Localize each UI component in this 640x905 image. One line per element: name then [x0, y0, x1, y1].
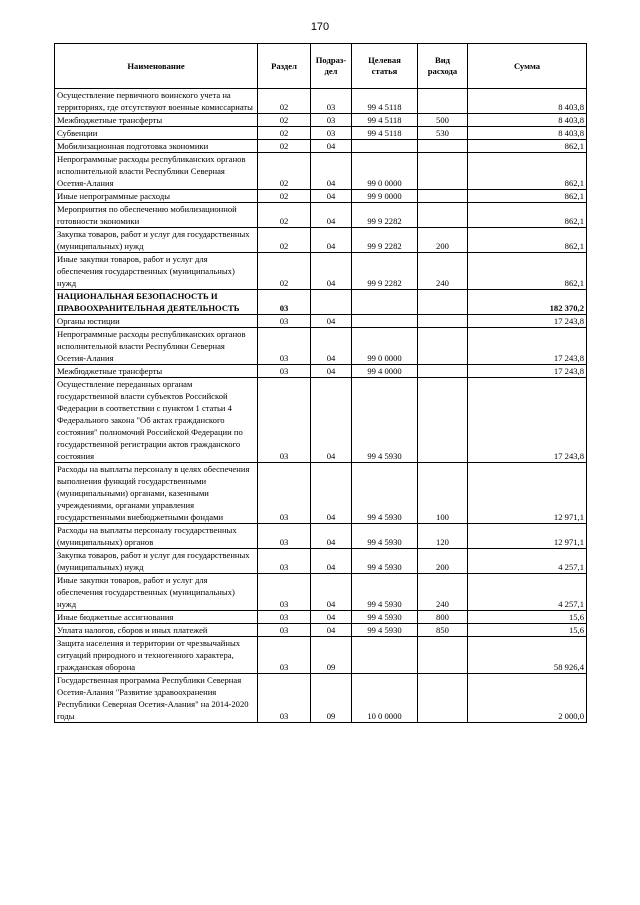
cell-subsection: 04 — [311, 190, 352, 203]
cell-subsection: 04 — [311, 611, 352, 624]
cell-type: 200 — [418, 228, 468, 253]
cell-subsection: 03 — [311, 127, 352, 140]
cell-subsection: 04 — [311, 574, 352, 611]
page-number: 170 — [310, 21, 330, 33]
cell-section: 03 — [258, 463, 311, 524]
cell-name: Органы юстиции — [55, 315, 258, 328]
cell-target: 99 9 0000 — [352, 190, 418, 203]
cell-type: 530 — [418, 127, 468, 140]
cell-section: 03 — [258, 365, 311, 378]
cell-sum: 862,1 — [468, 190, 587, 203]
cell-section: 03 — [258, 549, 311, 574]
table-header-row — [55, 44, 587, 89]
table-row — [55, 524, 587, 549]
cell-sum: 15,6 — [468, 611, 587, 624]
cell-section: 02 — [258, 203, 311, 228]
cell-section: 02 — [258, 114, 311, 127]
cell-name: Иные закупки товаров, работ и услуг для обеспечения государственных (муниципальных) нужд — [55, 253, 258, 290]
cell-subsection: 04 — [311, 140, 352, 153]
cell-sum: 862,1 — [468, 253, 587, 290]
cell-name: Иные закупки товаров, работ и услуг для обеспечения государственных (муниципальных) нужд — [55, 574, 258, 611]
cell-type — [418, 153, 468, 190]
cell-name: Непрограммные расходы республиканских органов исполнительной власти Республики Северная Осетия-Алания — [55, 328, 258, 365]
cell-sum: 17 243,8 — [468, 378, 587, 463]
cell-type — [418, 315, 468, 328]
header-sum: Сумма — [468, 44, 587, 89]
table-row — [55, 365, 587, 378]
cell-section: 02 — [258, 140, 311, 153]
cell-name: Защита населения и территории от чрезвычайных ситуаций природного и техногенного характера, гражданская оборона — [55, 637, 258, 674]
cell-subsection: 04 — [311, 624, 352, 637]
cell-type: 100 — [418, 463, 468, 524]
cell-section: 02 — [258, 127, 311, 140]
cell-target: 99 4 5930 — [352, 463, 418, 524]
cell-target: 99 0 0000 — [352, 153, 418, 190]
cell-name: Расходы на выплаты персоналу в целях обеспечения выполнения функций государственными (муниципальными) органами, казенными учреждениями, органами управления государственными внебюджетными фондами — [55, 463, 258, 524]
cell-subsection: 04 — [311, 253, 352, 290]
cell-name: Государственная программа Республики Северная Осетия-Алания "Развитие здравоохранения Республики Северная Осетия-Алания" на 2014-2020 годы — [55, 674, 258, 723]
cell-target: 99 0 0000 — [352, 328, 418, 365]
cell-subsection: 04 — [311, 203, 352, 228]
table-row — [55, 127, 587, 140]
cell-name: Закупка товаров, работ и услуг для государственных (муниципальных) нужд — [55, 549, 258, 574]
cell-section: 03 — [258, 290, 311, 315]
cell-type — [418, 365, 468, 378]
cell-section: 02 — [258, 253, 311, 290]
cell-target: 99 9 2282 — [352, 203, 418, 228]
cell-sum: 8 403,8 — [468, 114, 587, 127]
cell-sum: 12 971,1 — [468, 463, 587, 524]
table-row — [55, 190, 587, 203]
cell-name: Расходы на выплаты персоналу государственных (муниципальных) органов — [55, 524, 258, 549]
cell-target — [352, 290, 418, 315]
cell-section: 03 — [258, 637, 311, 674]
cell-section: 02 — [258, 153, 311, 190]
cell-type: 800 — [418, 611, 468, 624]
cell-subsection: 04 — [311, 524, 352, 549]
cell-type: 200 — [418, 549, 468, 574]
header-section: Раздел — [258, 44, 311, 89]
table-row — [55, 228, 587, 253]
header-target: Целевая статья — [352, 44, 418, 89]
cell-section: 03 — [258, 328, 311, 365]
header-type: Вид расхода — [418, 44, 468, 89]
cell-type: 240 — [418, 574, 468, 611]
cell-sum: 15,6 — [468, 624, 587, 637]
cell-section: 03 — [258, 315, 311, 328]
cell-target: 99 4 5118 — [352, 127, 418, 140]
budget-table — [54, 43, 587, 723]
cell-subsection: 04 — [311, 365, 352, 378]
cell-subsection: 03 — [311, 89, 352, 114]
cell-sum: 8 403,8 — [468, 127, 587, 140]
cell-subsection: 09 — [311, 637, 352, 674]
cell-type — [418, 290, 468, 315]
cell-section: 03 — [258, 574, 311, 611]
cell-name: Непрограммные расходы республиканских органов исполнительной власти Республики Северная Осетия-Алания — [55, 153, 258, 190]
cell-type — [418, 378, 468, 463]
cell-subsection: 04 — [311, 315, 352, 328]
cell-sum: 17 243,8 — [468, 315, 587, 328]
cell-target: 99 4 5118 — [352, 89, 418, 114]
cell-sum: 2 000,0 — [468, 674, 587, 723]
cell-sum: 862,1 — [468, 228, 587, 253]
cell-target: 99 9 2282 — [352, 253, 418, 290]
table-row — [55, 114, 587, 127]
cell-name: Осуществление первичного воинского учета на территориях, где отсутствуют военные комиссариаты — [55, 89, 258, 114]
cell-name: Иные непрограммные расходы — [55, 190, 258, 203]
cell-subsection: 04 — [311, 378, 352, 463]
cell-subsection: 04 — [311, 153, 352, 190]
cell-subsection: 09 — [311, 674, 352, 723]
table-row — [55, 328, 587, 365]
cell-subsection: 04 — [311, 549, 352, 574]
cell-section: 03 — [258, 378, 311, 463]
cell-sum: 8 403,8 — [468, 89, 587, 114]
header-name: Наименование — [55, 44, 258, 89]
cell-target: 99 9 2282 — [352, 228, 418, 253]
cell-section: 03 — [258, 674, 311, 723]
table-row — [55, 674, 587, 723]
cell-subsection: 03 — [311, 114, 352, 127]
table-row — [55, 637, 587, 674]
cell-type — [418, 89, 468, 114]
cell-target: 99 4 5930 — [352, 378, 418, 463]
cell-sum: 12 971,1 — [468, 524, 587, 549]
cell-type — [418, 203, 468, 228]
cell-type: 240 — [418, 253, 468, 290]
table-row — [55, 253, 587, 290]
cell-name: Закупка товаров, работ и услуг для государственных (муниципальных) нужд — [55, 228, 258, 253]
table-row — [55, 574, 587, 611]
cell-name: Осуществление переданных органам государственной власти субъектов Российской Федерации в соответствии с пунктом 1 статьи 4 Федерального закона "Об актах гражданского состояния" полномочий Российской Федерации по государственной регистрации актов гражданского состояния — [55, 378, 258, 463]
cell-target: 99 4 5118 — [352, 114, 418, 127]
cell-sum: 4 257,1 — [468, 549, 587, 574]
cell-sum: 862,1 — [468, 153, 587, 190]
cell-target — [352, 315, 418, 328]
table-row — [55, 140, 587, 153]
cell-subsection — [311, 290, 352, 315]
cell-section: 02 — [258, 89, 311, 114]
cell-target — [352, 637, 418, 674]
cell-section: 03 — [258, 611, 311, 624]
table-row — [55, 549, 587, 574]
cell-subsection: 04 — [311, 228, 352, 253]
cell-sum: 58 926,4 — [468, 637, 587, 674]
table-row — [55, 203, 587, 228]
cell-name: Уплата налогов, сборов и иных платежей — [55, 624, 258, 637]
cell-target: 99 4 5930 — [352, 624, 418, 637]
cell-subsection: 04 — [311, 328, 352, 365]
table-row — [55, 624, 587, 637]
table-row — [55, 463, 587, 524]
cell-type: 120 — [418, 524, 468, 549]
table-row — [55, 89, 587, 114]
cell-name: Межбюджетные трансферты — [55, 114, 258, 127]
cell-sum: 17 243,8 — [468, 365, 587, 378]
cell-target: 99 4 5930 — [352, 524, 418, 549]
header-subsection: Подраз- дел — [311, 44, 352, 89]
cell-section: 03 — [258, 524, 311, 549]
cell-target: 99 4 0000 — [352, 365, 418, 378]
cell-target — [352, 140, 418, 153]
table-row — [55, 378, 587, 463]
cell-name: Мобилизационная подготовка экономики — [55, 140, 258, 153]
cell-type: 850 — [418, 624, 468, 637]
cell-sum: 17 243,8 — [468, 328, 587, 365]
cell-sum: 862,1 — [468, 140, 587, 153]
table-row — [55, 153, 587, 190]
cell-type — [418, 140, 468, 153]
cell-target: 99 4 5930 — [352, 611, 418, 624]
cell-type — [418, 674, 468, 723]
cell-type — [418, 190, 468, 203]
cell-target: 99 4 5930 — [352, 549, 418, 574]
cell-sum: 4 257,1 — [468, 574, 587, 611]
cell-type — [418, 637, 468, 674]
cell-type: 500 — [418, 114, 468, 127]
cell-name: Иные бюджетные ассигнования — [55, 611, 258, 624]
cell-name: НАЦИОНАЛЬНАЯ БЕЗОПАСНОСТЬ И ПРАВООХРАНИТЕЛЬНАЯ ДЕЯТЕЛЬНОСТЬ — [55, 290, 258, 315]
cell-name: Мероприятия по обеспечению мобилизационной готовности экономики — [55, 203, 258, 228]
cell-target: 10 0 0000 — [352, 674, 418, 723]
cell-name: Межбюджетные трансферты — [55, 365, 258, 378]
cell-section: 02 — [258, 190, 311, 203]
table-row — [55, 611, 587, 624]
cell-type — [418, 328, 468, 365]
cell-sum: 862,1 — [468, 203, 587, 228]
table-row — [55, 315, 587, 328]
cell-section: 02 — [258, 228, 311, 253]
cell-sum: 182 370,2 — [468, 290, 587, 315]
cell-subsection: 04 — [311, 463, 352, 524]
cell-name: Субвенции — [55, 127, 258, 140]
table-row — [55, 290, 587, 315]
cell-section: 03 — [258, 624, 311, 637]
cell-target: 99 4 5930 — [352, 574, 418, 611]
